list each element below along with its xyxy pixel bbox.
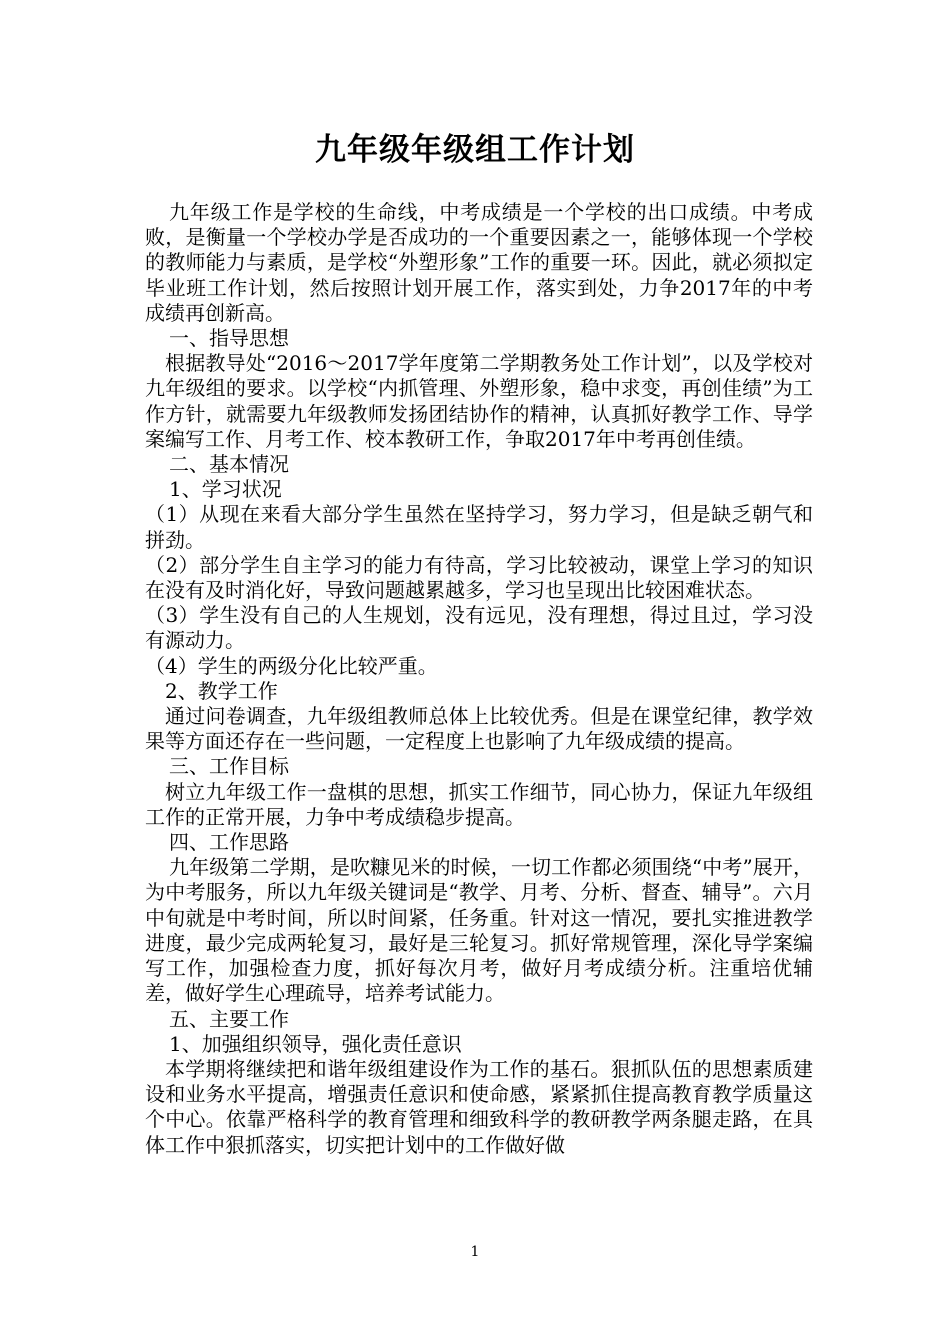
paragraph: 一、指导思想: [169, 326, 289, 351]
paragraph: 2、教学工作: [165, 678, 278, 703]
paragraph: 五、主要工作: [169, 1006, 289, 1031]
paragraph: （2）部分学生自主学习的能力有待高，学习比较被动，课堂上学习的知识在没有及时消化好，导致问题越累越多，学习也呈现出比较困难状态。: [145, 552, 813, 603]
paragraph: 二、基本情况: [169, 452, 289, 477]
paragraph: 树立九年级工作一盘棋的思想，抓实工作细节，同心协力，保证九年级组工作的正常开展，力争中考成绩稳步提高。: [145, 779, 813, 829]
document-title: 九年级年级组工作计划: [315, 132, 635, 168]
page-number: 1: [470, 1244, 480, 1260]
document-body: [145, 200, 813, 1158]
paragraph: （3）学生没有自己的人生规划，没有远见，没有理想，得过且过，学习没有源动力。: [145, 603, 813, 653]
paragraph: 通过问卷调查，九年级组教师总体上比较优秀。但是在课堂纪律，教学效果等方面还存在一些问题，一定程度上也影响了九年级成绩的提高。: [145, 704, 813, 754]
paragraph: 本学期将继续把和谐年级组建设作为工作的基石。狠抓队伍的思想素质建设和业务水平提高，增强责任意识和使命感，紧紧抓住提高教育教学质量这个中心。依靠严格科学的教育管理和细致科学的教研教学两条腿走路，在具体工作中狠抓落实，切实把计划中的工作做好做: [145, 1056, 813, 1157]
paragraph: （4）学生的两级分化比较严重。: [145, 653, 438, 678]
paragraph: 三、工作目标: [169, 754, 289, 779]
paragraph: 九年级工作是学校的生命线，中考成绩是一个学校的出口成绩。中考成败，是衡量一个学校办学是否成功的一个重要因素之一，能够体现一个学校的教师能力与素质，是学校“外塑形象”工作的重要一环。因此，就必须拟定毕业班工作计划，然后按照计划开展工作，落实到处，力争2017年的中考成绩再创新高。: [145, 200, 813, 325]
paragraph: 1、学习状况: [169, 477, 282, 502]
paragraph: （1）从现在来看大部分学生虽然在坚持学习，努力学习，但是缺乏朝气和拼劲。: [145, 502, 813, 552]
paragraph: 九年级第二学期，是吹糠见米的时候，一切工作都必须围绕“中考”展开，为中考服务，所以九年级关键词是“教学、月考、分析、督查、辅导”。六月中旬就是中考时间，所以时间紧，任务重。针对这一情况，要扎实推进教学进度，最少完成两轮复习，最好是三轮复习。抓好常规管理，深化导学案编写工作，加强检查力度，抓好每次月考，做好月考成绩分析。注重培优辅差，做好学生心理疏导，培养考试能力。: [145, 855, 813, 1006]
paragraph: 四、工作思路: [169, 830, 289, 855]
paragraph: 根据教导处“2016～2017学年度第二学期教务处工作计划”，以及学校对九年级组的要求。以学校“内抓管理、外塑形象，稳中求变，再创佳绩”为工作方针，就需要九年级教师发扬团结协作的精神，认真抓好教学工作、导学案编写工作、月考工作、校本教研工作，争取2017年中考再创佳绩。: [145, 351, 813, 451]
paragraph: 1、加强组织领导，强化责任意识: [169, 1031, 462, 1056]
